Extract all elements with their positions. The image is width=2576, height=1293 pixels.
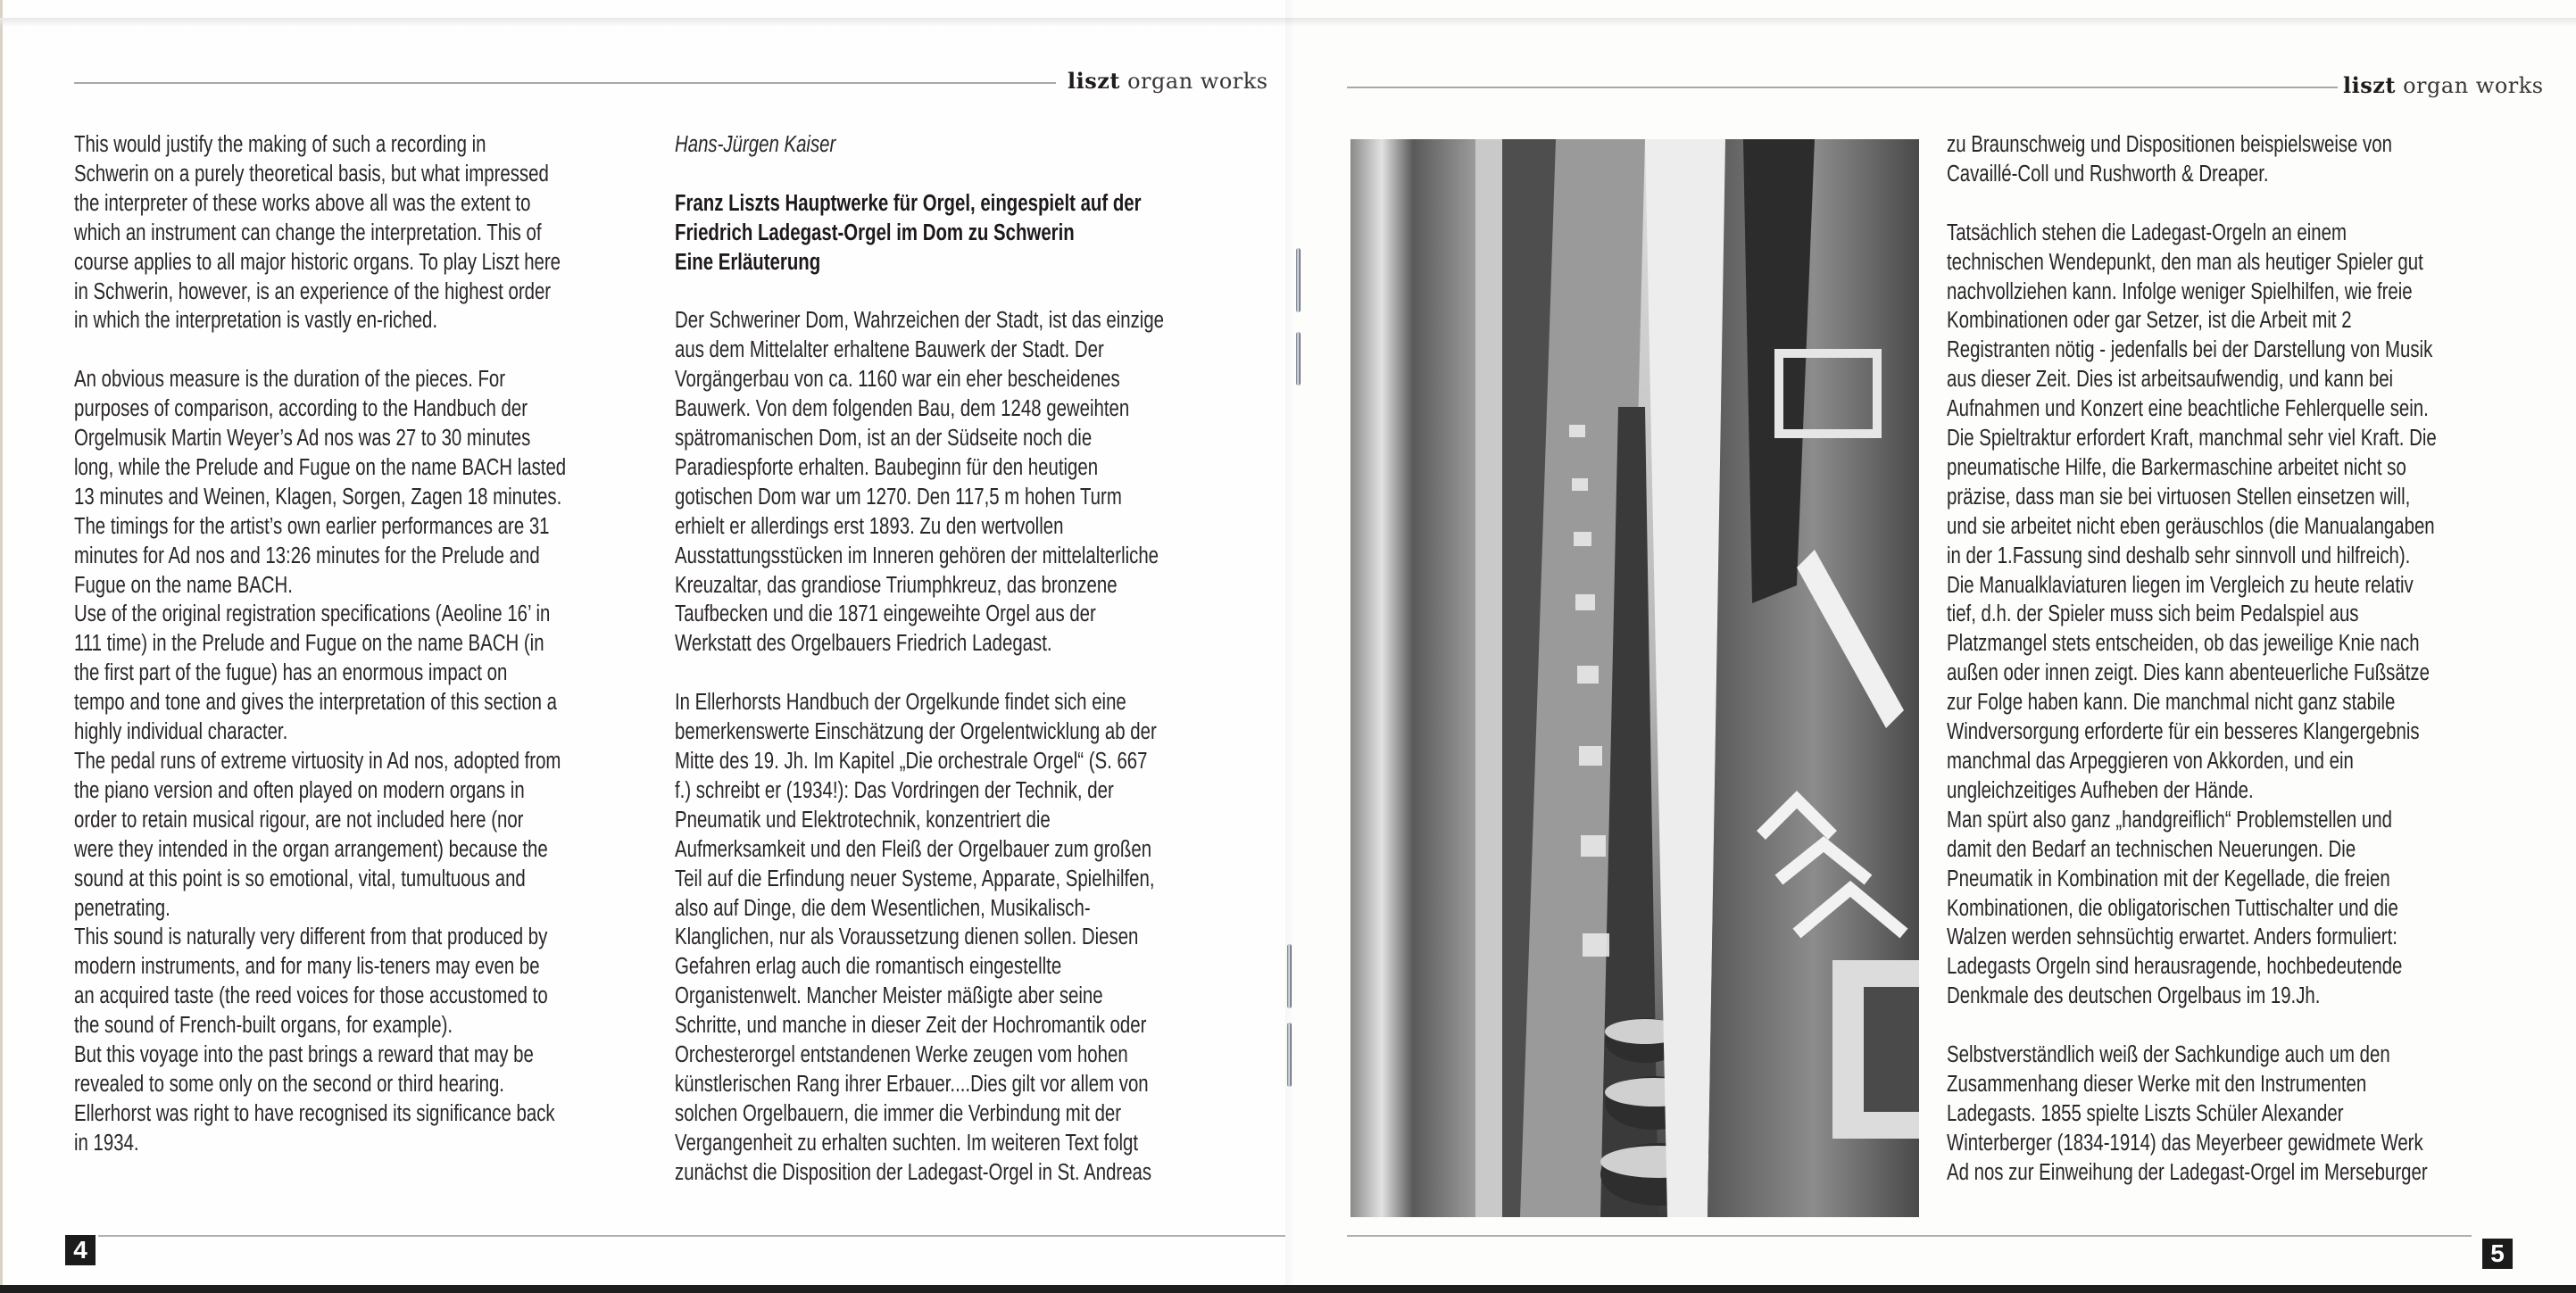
text-line: were they intended in the organ arrangement) because the: [74, 836, 548, 862]
header-rest: organ works: [2395, 73, 2544, 98]
text-line: This sound is naturally very different from that produced by: [74, 924, 548, 950]
text-line: gotischen Dom war um 1270. Den 117,5 m hohen Turm: [675, 484, 1122, 510]
footer-rule-right: [1347, 1235, 2472, 1237]
text-line: in which the interpretation is vastly en-riched.: [74, 308, 438, 334]
text-line: Teil auf die Erfindung neuer Systeme, Apparate, Spielhilfen,: [675, 866, 1155, 891]
text-line: Registranten nötig - jedenfalls bei der Darstellung von Musik: [1947, 337, 2433, 363]
text-line: Orgelmusik Martin Weyer’s Ad nos was 27 to 30 minutes: [74, 426, 531, 452]
header-rule-right: [1347, 87, 2338, 88]
text-line: und sie arbeitet nicht eben geräuschlos (die Manualangaben: [1947, 513, 2435, 539]
text-line: 13 minutes and Weinen, Klagen, Sorgen, Zagen 18 minutes.: [74, 484, 562, 510]
text-line: f.) schreibt er (1934!): Das Vordringen der Technik, der: [675, 777, 1114, 803]
text-line: erhielt er allerdings erst 1893. Zu den wertvollen: [675, 513, 1064, 539]
text-line: in 1934.: [74, 1130, 139, 1156]
text-line: Platzmangel stets entscheiden, ob das jeweilige Knie nach: [1947, 631, 2420, 657]
text-line: nachvollziehen kann. Infolge weniger Spielhilfen, wie freie: [1947, 278, 2413, 304]
text-line: Ausstattungsstücken im Inneren gehören der mittelalterliche: [675, 543, 1159, 568]
text-line: Bauwerk. Von dem folgenden Bau, dem 1248 geweihten: [675, 396, 1130, 422]
text-line: Kreuzaltar, das grandiose Triumphkreuz, das bronzene: [675, 572, 1118, 598]
text-line: Vorgängerbau von ca. 1160 war ein eher bescheidenes: [675, 367, 1120, 393]
text-line: Gefahren erlag auch die romantisch eingestellte: [675, 954, 1062, 980]
page-bottom-edge: [0, 1285, 2576, 1293]
paragraph-gap: [1947, 1011, 2437, 1040]
text-line: modern instruments, and for many lis-teners may even be: [74, 954, 540, 980]
text-line: ungleichzeitiges Aufheben der Hände.: [1947, 777, 2254, 803]
text-line: the piano version and often played on modern organs in: [74, 777, 525, 803]
text-line: course applies to all major historic organs. To play Liszt here: [74, 249, 561, 275]
text-line: Winterberger (1834-1914) das Meyerbeer gewidmete Werk: [1947, 1130, 2423, 1156]
paragraph-gap: [74, 336, 566, 365]
header-rest: organ works: [1119, 69, 1268, 94]
text-line: The timings for the artist’s own earlier performances are 31: [74, 513, 550, 539]
text-line: aus dieser Zeit. Dies ist arbeitsaufwendig, und kann bei: [1947, 367, 2394, 393]
text-line: also auf Dinge, die dem Wesentlichen, Musikalisch-: [675, 895, 1091, 921]
organ-pipes-image: [1350, 139, 1919, 1217]
text-line: the interpreter of these works above all was the extent to: [74, 190, 531, 216]
text-line: Kombinationen oder gar Setzer, ist die Arbeit mit 2: [1947, 308, 2352, 334]
text-line: tempo and tone and gives the interpretation of this section a: [74, 690, 557, 716]
text-line: Walzen werden sehnsüchtig erwartet. Anders formuliert:: [1947, 924, 2397, 950]
text-line: zur Folge haben kann. Die manchmal nicht ganz stabile: [1947, 690, 2396, 716]
text-line: Mitte des 19. Jh. Im Kapitel „Die orchestrale Orgel“ (S. 667: [675, 748, 1148, 774]
text-line: Schwerin on a purely theoretical basis, but what impressed: [74, 161, 549, 186]
text-line: Organistenwelt. Mancher Meister mäßigte aber seine: [675, 983, 1103, 1009]
text-line: 111 time) in the Prelude and Fugue on the name BACH (in: [74, 631, 544, 657]
text-line: präzise, dass man sie bei virtuosen Stellen einsetzen will,: [1947, 484, 2411, 510]
text-line: the first part of the fugue) has an enormous impact on: [74, 660, 508, 686]
header-rule-left: [74, 82, 1056, 84]
text-line: Zusammenhang dieser Werke mit den Instrumenten: [1947, 1071, 2367, 1097]
text-line: zunächst die Disposition der Ladegast-Orgel in St. Andreas: [675, 1159, 1152, 1185]
text-line: minutes for Ad nos and 13:26 minutes for the Prelude and: [74, 543, 540, 568]
text-line: Tatsächlich stehen die Ladegast-Orgeln an einem: [1947, 220, 2347, 245]
text-line: damit den Bedarf an technischen Neuerungen. Die: [1947, 836, 2356, 862]
text-line: Kombinationen, die obligatorischen Tuttischalter und die: [1947, 895, 2398, 921]
text-line: Schritte, und manche in dieser Zeit der Hochromantik oder: [675, 1013, 1147, 1039]
text-line: Ellerhorst was right to have recognised its significance back: [74, 1100, 555, 1126]
article-title-line: Friedrich Ladegast-Orgel im Dom zu Schwerin: [675, 220, 1075, 245]
text-line: bemerkenswerte Einschätzung der Orgelentwicklung ab der: [675, 719, 1157, 745]
german-text-column-right: [1947, 130, 2437, 1188]
text-line: Der Schweriner Dom, Wahrzeichen der Stadt, ist das einzige: [675, 308, 1165, 334]
text-line: spätromanischen Dom, ist an der Südseite noch die: [675, 426, 1093, 452]
text-line: sound at this point is so emotional, vital, tumultuous and: [74, 866, 526, 891]
text-line: This would justify the making of such a recording in: [74, 132, 486, 157]
header-bold: liszt: [2343, 72, 2396, 98]
paragraph-gap: [675, 659, 1164, 688]
staple-icon: [1287, 944, 1292, 1008]
text-line: Orchesterorgel entstandenen Werke zeugen vom hohen: [675, 1042, 1128, 1068]
text-line: Pneumatik in Kombination mit der Kegellade, die freien: [1947, 866, 2390, 891]
staple-icon: [1296, 332, 1300, 385]
text-line: in der 1.Fassung sind deshalb sehr sinnvoll und hilfreich).: [1947, 543, 2411, 568]
article-body: [675, 306, 1164, 1187]
text-line: An obvious measure is the duration of the pieces. For: [74, 367, 506, 393]
text-line: Selbstverständlich weiß der Sachkundige auch um den: [1947, 1042, 2390, 1068]
text-line: Ladegasts Orgeln sind herausragende, hochbedeutende: [1947, 954, 2403, 980]
article-title-line: Eine Erläuterung: [675, 249, 821, 275]
text-line: Klanglichen, nur als Voraussetzung dienen sollen. Diesen: [675, 924, 1139, 950]
text-line: außen oder innen zeigt. Dies kann abenteuerliche Fußsätze: [1947, 660, 2430, 686]
text-line: revealed to some only on the second or third hearing.: [74, 1071, 504, 1097]
text-line: Werkstatt des Orgelbauers Friedrich Ladegast.: [675, 631, 1052, 657]
text-line: Taufbecken und die 1871 eingeweihte Orgel aus der: [675, 601, 1096, 627]
staple-icon: [1287, 1023, 1292, 1087]
text-line: Use of the original registration specifications (Aeoline 16’ in: [74, 601, 551, 627]
author-name: Hans-Jürgen Kaiser: [675, 132, 836, 157]
text-line: Vergangenheit zu erhalten suchten. Im weiteren Text folgt: [675, 1130, 1139, 1156]
footer-rule-left: [98, 1235, 1285, 1237]
text-line: technischen Wendepunkt, den man als heutiger Spieler gut: [1947, 249, 2423, 275]
text-line: In Ellerhorsts Handbuch der Orgelkunde findet sich eine: [675, 690, 1126, 716]
text-line: Ladegasts. 1855 spielte Liszts Schüler Alexander: [1947, 1100, 2344, 1126]
text-line: Windversorgung erforderte für ein besseres Klangergebnis: [1947, 719, 2420, 745]
staple-icon: [1296, 248, 1300, 312]
running-header-right: [2343, 72, 2544, 98]
paragraph-gap: [1947, 189, 2437, 219]
text-line: pneumatische Hilfe, die Barkermaschine arbeitet nicht so: [1947, 454, 2406, 480]
page-number-5: 5: [2482, 1239, 2513, 1269]
text-line: Man spürt also ganz „handgreiflich“ Problemstellen und: [1947, 807, 2392, 833]
text-line: Fugue on the name BACH.: [74, 572, 293, 598]
organ-pipes-photo: [1350, 139, 1919, 1217]
text-line: Denkmale des deutschen Orgelbaus im 19.Jh.: [1947, 983, 2321, 1009]
english-text-column: [74, 130, 566, 1158]
text-line: the sound of French-built organs, for example).: [74, 1013, 453, 1039]
page-number-4: 4: [65, 1235, 96, 1265]
text-line: aus dem Mittelalter erhaltene Bauwerk der Stadt. Der: [675, 337, 1104, 363]
text-line: künstlerischen Rang ihrer Erbauer....Dies gilt vor allem von: [675, 1071, 1149, 1097]
text-line: manchmal das Arpeggieren von Akkorden, und ein: [1947, 749, 2354, 775]
binding-gutter: [1285, 0, 1303, 1285]
text-line: highly individual character.: [74, 719, 288, 745]
text-line: solchen Orgelbauern, die immer die Verbindung mit der: [675, 1100, 1122, 1126]
text-line: which an instrument can change the interpretation. This of: [74, 220, 542, 245]
text-line: But this voyage into the past brings a reward that may be: [74, 1042, 534, 1068]
german-text-column-left: [675, 130, 1164, 1188]
text-line: tief, d.h. der Spieler muss sich beim Pedalspiel aus: [1947, 601, 2359, 627]
text-line: Die Manualklaviaturen liegen im Vergleich zu heute relativ: [1947, 572, 2414, 598]
running-header-left: [1068, 68, 1268, 94]
text-line: order to retain musical rigour, are not included here (nor: [74, 807, 524, 833]
text-line: penetrating.: [74, 895, 170, 921]
text-line: purposes of comparison, according to the Handbuch der: [74, 396, 528, 422]
text-line: Ad nos zur Einweihung der Ladegast-Orgel im Merseburger: [1947, 1159, 2428, 1185]
text-line: The pedal runs of extreme virtuosity in Ad nos, adopted from: [74, 749, 561, 775]
text-line: in Schwerin, however, is an experience of the highest order: [74, 278, 552, 304]
text-line: long, while the Prelude and Fugue on the name BACH lasted: [74, 454, 567, 480]
text-line: Pneumatik und Elektrotechnik, konzentriert die: [675, 807, 1051, 833]
text-line: Cavaillé-Coll und Rushworth & Dreaper.: [1947, 161, 2269, 186]
text-line: an acquired taste (the reed voices for those accustomed to: [74, 983, 548, 1009]
text-line: Die Spieltraktur erfordert Kraft, manchmal sehr viel Kraft. Die: [1947, 426, 2437, 452]
article-title-line: Franz Liszts Hauptwerke für Orgel, eingespielt auf der: [675, 190, 1142, 216]
text-line: zu Braunschweig und Dispositionen beispielsweise von: [1947, 132, 2392, 157]
text-line: Aufmerksamkeit und den Fleiß der Orgelbauer zum großen: [675, 836, 1152, 862]
text-line: Aufnahmen und Konzert eine beachtliche Fehlerquelle sein.: [1947, 396, 2429, 422]
text-line: Paradiespforte erhalten. Baubeginn für den heutigen: [675, 454, 1099, 480]
header-bold: liszt: [1068, 68, 1120, 94]
